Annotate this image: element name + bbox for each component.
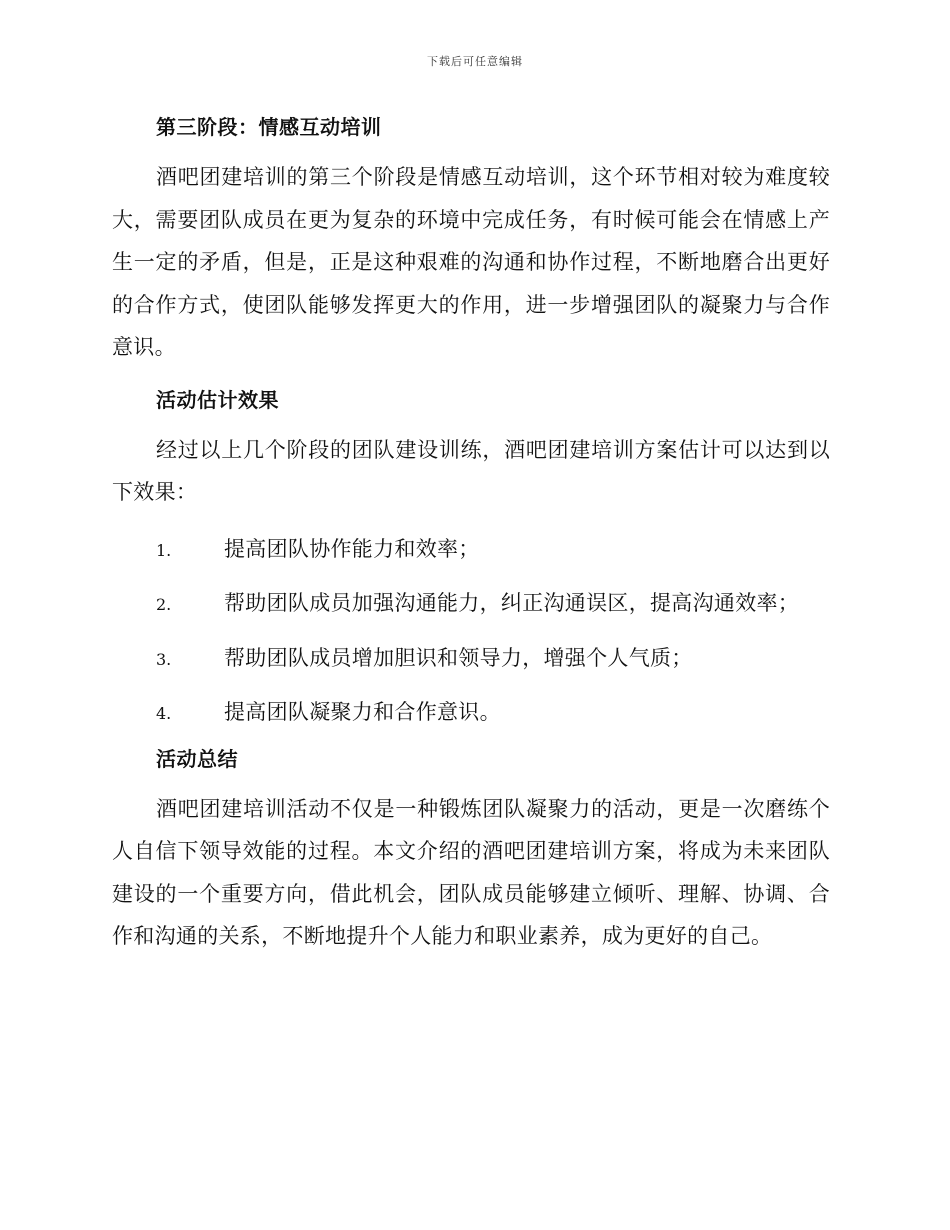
effects-list: [112, 522, 830, 740]
section-expected-effects: [112, 383, 830, 740]
list-item: [112, 685, 830, 740]
list-item-text: 帮助团队成员增加胆识和领导力，增强个人气质；: [224, 645, 693, 670]
list-item-number: 2.: [156, 595, 172, 614]
section-paragraph: 经过以上几个阶段的团队建设训练，酒吧团建培训方案估计可以达到以下效果：: [112, 437, 830, 504]
section-heading: 活动总结: [156, 746, 238, 771]
list-item: [112, 631, 830, 686]
list-item-text: 提高团队凝聚力和合作意识。: [224, 700, 501, 724]
section-heading: 活动估计效果: [156, 387, 279, 412]
list-item-text: 帮助团队成员加强沟通能力，纠正沟通误区，提高沟通效率；: [224, 591, 800, 615]
section-emotional-training: [112, 110, 830, 369]
section-heading: 第三阶段：情感互动培训: [156, 115, 382, 139]
list-item: [112, 576, 830, 631]
list-item: [112, 522, 830, 577]
list-item-number: 3.: [156, 649, 172, 669]
section-summary: [112, 742, 830, 958]
section-paragraph: 酒吧团建培训活动不仅是一种锻炼团队凝聚力的活动，更是一次磨练个人自信下领导效能的过程。本文介绍的酒吧团建培训方案，将成为未来团队建设的一个重要方向，借此机会，团队成员能够建立倾听、理解、协调、合作和沟通的关系，不断地提升个人能力和职业素养，成为更好的自己。: [112, 796, 830, 948]
document-body: [112, 110, 830, 958]
list-item-number: 1.: [156, 540, 172, 560]
list-item-text: 提高团队协作能力和效率；: [224, 536, 480, 561]
list-item-number: 4.: [156, 704, 172, 723]
header-note: 下载后可任意编辑: [427, 55, 523, 68]
section-paragraph: 酒吧团建培训的第三个阶段是情感互动培训，这个环节相对较为难度较大，需要团队成员在更为复杂的环境中完成任务，有时候可能会在情感上产生一定的矛盾，但是，正是这种艰难的沟通和协作过程，不断地磨合出更好的合作方式，使团队能够发挥更大的作用，进一步增强团队的凝聚力与合作意识。: [112, 165, 830, 359]
